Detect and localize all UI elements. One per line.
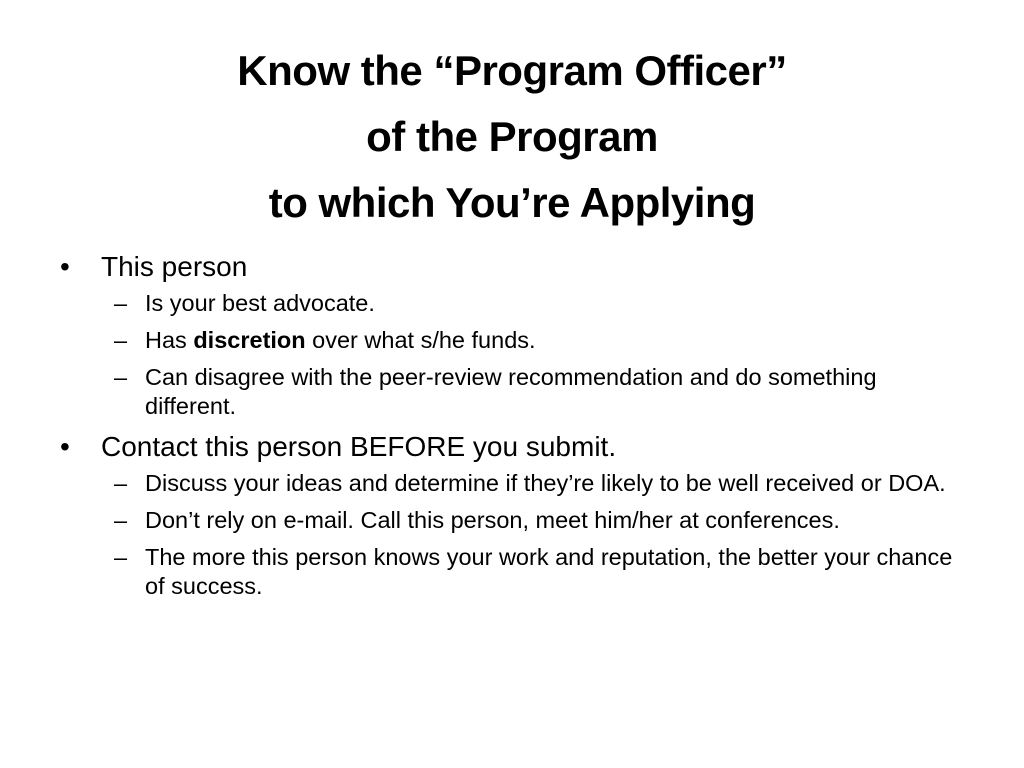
bullet-icon: • — [60, 251, 70, 282]
dash-icon: – — [114, 327, 128, 353]
sub-list-contact — [60, 469, 960, 601]
sub-item-text: The more this person knows your work and reputation, the better your chance of success. — [145, 544, 953, 599]
bullet-icon: • — [60, 431, 70, 462]
sub-item-text-suffix: over what s/he funds. — [305, 327, 536, 353]
sub-item-disagree — [60, 363, 960, 421]
bullet-item-contact — [60, 429, 960, 465]
slide-title — [60, 38, 964, 236]
sub-item-text: Is your best advocate. — [145, 290, 375, 316]
slide-body — [60, 249, 960, 601]
bullet-text: This person — [101, 251, 248, 282]
sub-item-reputation — [60, 543, 960, 601]
bullet-text: Contact this person BEFORE you submit. — [101, 431, 617, 462]
sub-item-text-prefix: Has — [145, 327, 194, 353]
sub-list-this-person — [60, 289, 960, 421]
dash-icon: – — [114, 507, 128, 533]
sub-item-dont-rely-email — [60, 506, 960, 535]
sub-item-text-bold: discretion — [193, 327, 306, 353]
title-line-3: to which You’re Applying — [268, 179, 756, 226]
sub-item-discuss-ideas — [60, 469, 960, 498]
title-line-2: of the Program — [366, 113, 658, 160]
dash-icon: – — [114, 470, 128, 496]
bullet-item-this-person — [60, 249, 960, 285]
dash-icon: – — [114, 544, 128, 570]
sub-item-text: Discuss your ideas and determine if they’re likely to be well received or DOA. — [145, 470, 946, 496]
dash-icon: – — [114, 290, 128, 316]
sub-item-discretion — [60, 326, 960, 355]
sub-item-text: Don’t rely on e-mail. Call this person, meet him/her at conferences. — [145, 507, 840, 533]
sub-item-text: Can disagree with the peer-review recommendation and do something different. — [145, 364, 877, 419]
sub-item-best-advocate — [60, 289, 960, 318]
dash-icon: – — [114, 364, 128, 390]
title-line-1: Know the “Program Officer” — [237, 47, 787, 94]
